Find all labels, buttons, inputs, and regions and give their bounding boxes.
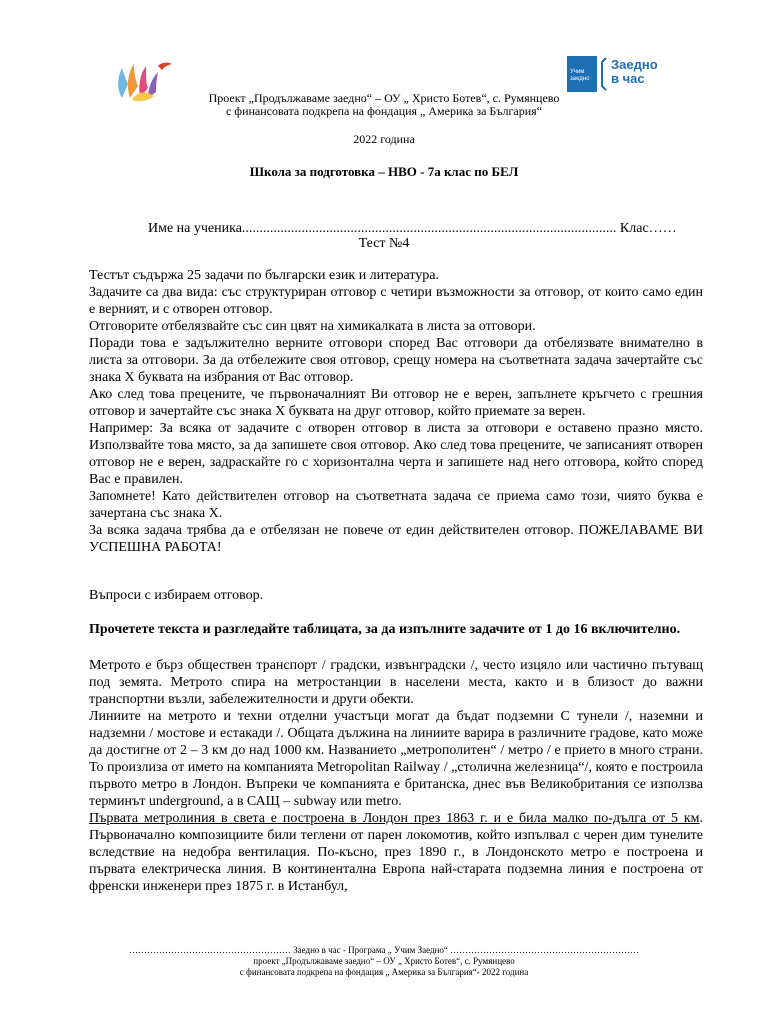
student-name-field[interactable]: Име на ученика........................................................................................................... Клас…… [148,221,677,236]
passage-sentence: . Първоначално композициите били теглени от парен локомотив, който изпълвал с черен дим тунелите вследствие на недобра вентилация. По-късно, през 1890 г., в Лондонското метро е построена и първата електрическа линия. В континентална Европа най-старата подземна линия е построена от френски инженери през 1875 г. в Истанбул, [89,811,703,894]
logo-text: Заедно в час [611,57,658,86]
uchim-zaedno-badge: Учим заедно [567,56,597,92]
instructions [89,267,703,556]
footer-program-line: ……………………………………………… Заедно в час - Програма „ Учим Заедно“ ……………………………………………………… [128,945,640,955]
page-title: Школа за подготовка – НВО - 7а клас по БЕЛ [249,164,519,179]
instruction-paragraph: Тестът съдържа 25 задачи по български език и литература. [89,268,439,283]
instruction-paragraph: Поради това е задължително верните отговори според Вас отговори да отбелязвате внимателно в листа за отговори. За да отбележите своя отговор, срещу номера на съответната задача зачертайте със знака Х буквата на избрания от Вас отговор. [89,336,703,385]
questions-heading: Въпроси с избираем отговор. [89,588,264,603]
task-instruction: Прочетете текста и разгледайте таблицата, за да изпълните задачите от 1 до 16 включително. [89,622,681,637]
underlined-sentence: Първата метролиния в света е построена в Лондон през 1863 г. и е била малко по-дълга от 5 км [89,811,700,826]
instruction-paragraph: Отговорите отбелязвайте със син цвят на химикалката в листа за отговори. [89,319,536,334]
project-line: Проект „Продължаваме заедно“ – ОУ „ Христо Ботев“, с. Румянцево [208,91,560,105]
zaedno-v-chas-logo [567,56,667,96]
reading-passage [89,657,703,895]
logo-bracket-icon [600,56,608,92]
passage-paragraph [89,810,703,895]
footer-funding-line: с финансовата подкрепа на фондация „ Америка за България“- 2022 година [239,967,529,977]
instruction-paragraph: Ако след това прецените, че първоначалният Ви отговор не е верен, запълнете кръгчето с грешния отговор и зачертайте със знака Х буквата на друг отговор, който приемате за верен. [89,387,703,419]
funding-line: с финансовата подкрепа на фондация „ Америка за България“ [225,104,543,118]
instruction-paragraph: Задачите са два вида: със структуриран отговор с четири възможности за отговор, от които само един е верният, и с отворен отговор. [89,285,703,317]
instruction-paragraph: Запомнете! Като действителен отговор на съответната задача се приема само този, чиято буква е зачертана със знака Х. [89,489,703,521]
passage-paragraph: Линиите на метрото и техни отделни участъци могат да бъдат подземни С тунели /, наземни и надземни / мостове и естакади /. Общата дължина на линиите варира в различните градове, като може да достигне от 2 – 3 км до над 1000 км. Названието „метрополитен“ / метро / е прието в много страни. То произлиза от името на компанията Metropolitan Railway / „столична железница“/, която е построила първото метро в Лондон. Въпреки че компанията е британска, днес във Великобритания се използва терминът underground, а в САЩ – subway или metro. [89,709,703,809]
footer-project-line: проект „Продължаваме заедно“ – ОУ „ Христо Ботев“, с. Румянцево [253,956,515,966]
test-number: Тест №4 [358,236,410,251]
year-line: 2022 година [353,132,415,146]
instruction-paragraph: За всяка задача трябва да е отбелязан не повече от един действителен отговор. ПОЖЕЛАВАМЕ ВИ УСПЕШНА РАБОТА! [89,523,703,555]
instruction-paragraph: Например: За всяка от задачите с отворен отговор в листа за отговори е оставено празно място. Използвайте това място, за да запишете своя отговор. Ако след това прецените, че записаният отворен отговор не е верен, задраскайте го с хоризонтална черта и запишете над него отговора, който според Вас е правилен. [89,421,703,487]
passage-paragraph: Метрото е бърз обществен транспорт / градски, извънградски /, често изцяло или частично пътуващ под земята. Метрото спира на метростанции в населени места, както и в близост до важни транспортни възли, забележителности и други обекти. [89,658,703,707]
